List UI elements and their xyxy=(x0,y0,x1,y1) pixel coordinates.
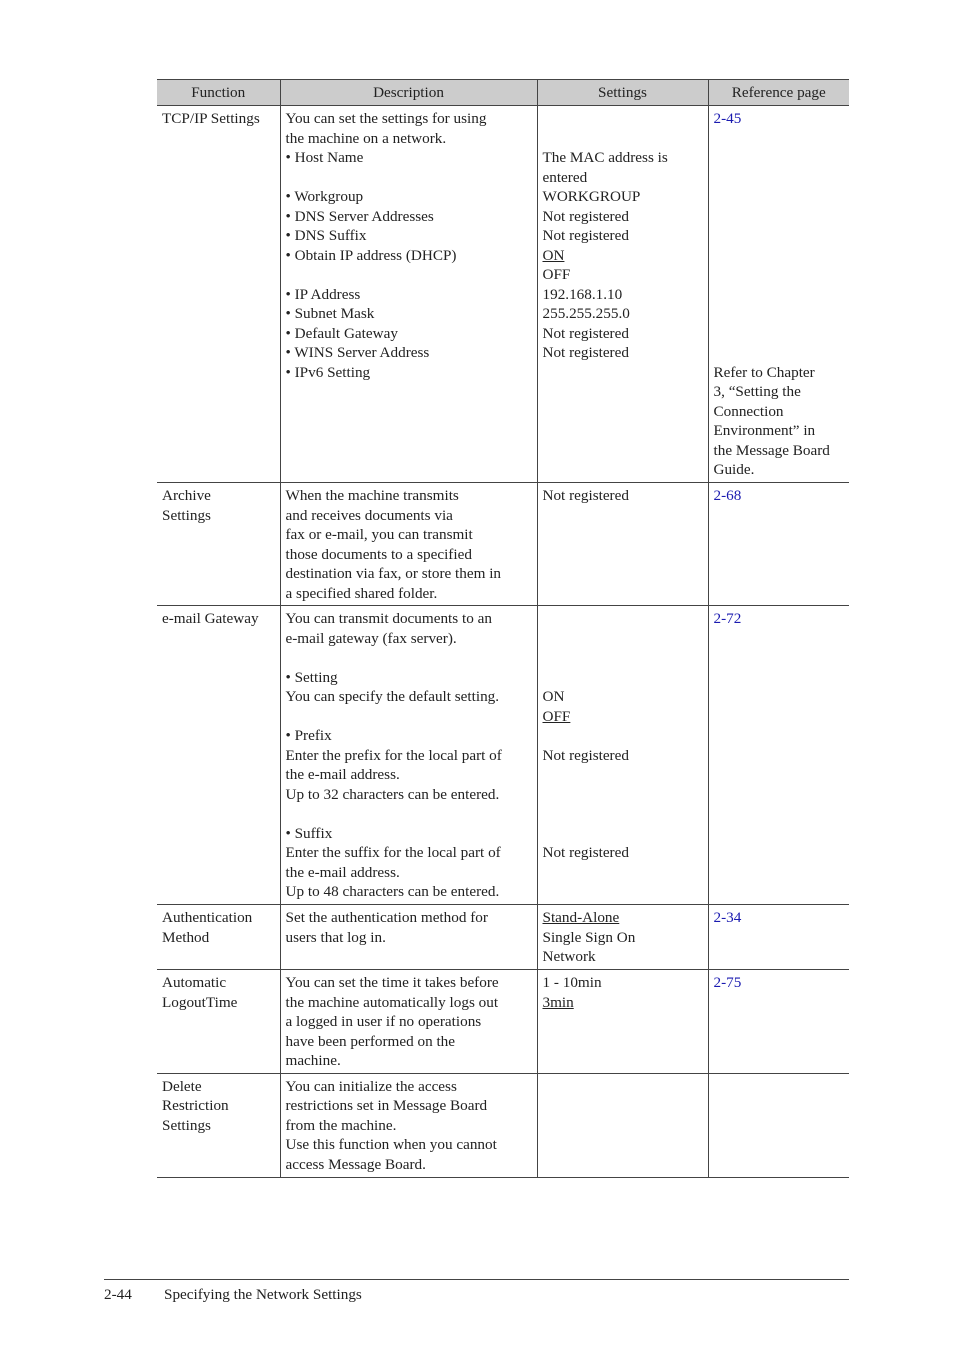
description-text-line: the e-mail address. xyxy=(285,766,400,783)
reference-text-line xyxy=(714,226,846,246)
function-text-line: Restriction xyxy=(162,1097,229,1114)
default-setting-value: 3min xyxy=(542,993,574,1011)
function-cell xyxy=(157,1073,280,1177)
reference-page-link[interactable]: 2-75 xyxy=(713,974,742,991)
function-cell xyxy=(157,106,280,483)
settings-text-line xyxy=(543,726,704,746)
description-text-line: • Subnet Mask xyxy=(285,305,375,322)
settings-cell xyxy=(537,106,708,483)
settings-cell xyxy=(537,970,708,1074)
description-text-line: from the machine. xyxy=(285,1116,397,1134)
default-setting-value: Stand-Alone xyxy=(542,909,620,926)
function-text-line: Method xyxy=(162,928,210,946)
settings-text-line xyxy=(543,785,704,805)
network-settings-table xyxy=(157,79,849,1178)
header-function: Function xyxy=(157,80,280,106)
reference-cell xyxy=(708,606,849,905)
reference-text-line xyxy=(714,304,846,324)
reference-text-line xyxy=(714,324,846,344)
description-cell xyxy=(280,606,537,905)
table-header-row xyxy=(157,80,849,106)
settings-text-line: Not registered xyxy=(542,487,629,504)
settings-text-line: Not registered xyxy=(542,344,629,361)
description-text-line: • WINS Server Address xyxy=(285,344,430,361)
description-text-line: have been performed on the xyxy=(285,1032,456,1050)
description-text-line: access Message Board. xyxy=(285,1155,426,1173)
description-text-line: • DNS Server Addresses xyxy=(285,207,434,225)
description-text-line xyxy=(286,168,533,188)
default-setting-value: OFF xyxy=(542,707,571,725)
reference-cell xyxy=(708,106,849,483)
settings-text-line: Not registered xyxy=(542,207,629,225)
description-text-line: You can specify the default setting. xyxy=(285,688,500,705)
settings-cell xyxy=(537,606,708,905)
settings-text-line: WORKGROUP xyxy=(542,188,641,205)
description-text-line: those documents to a specified xyxy=(285,545,472,563)
reference-text-line xyxy=(714,187,846,207)
description-text-line: Set the authentication method for xyxy=(285,909,488,926)
header-description: Description xyxy=(280,80,537,106)
description-text-line: • Workgroup xyxy=(285,188,364,205)
description-text-line: the machine automatically logs out xyxy=(285,993,499,1011)
reference-text-line xyxy=(714,246,846,266)
description-text-line: Use this function when you cannot xyxy=(285,1136,497,1153)
description-text-line: Enter the suffix for the local part of xyxy=(285,844,501,861)
description-text-line: e-mail gateway (fax server). xyxy=(285,629,457,647)
description-text-line: • Prefix xyxy=(285,727,332,744)
table-row xyxy=(157,1073,849,1177)
description-text-line: and receives documents via xyxy=(285,506,453,524)
settings-text-line: Not registered xyxy=(542,844,629,861)
function-cell xyxy=(157,483,280,606)
description-text-line: You can set the settings for using xyxy=(285,110,487,127)
settings-text-line xyxy=(543,629,704,649)
footer-divider xyxy=(104,1279,849,1280)
reference-text-line: Environment” in xyxy=(713,422,816,439)
header-reference-page: Reference page xyxy=(708,80,849,106)
reference-text-line xyxy=(714,265,846,285)
description-text-line: a specified shared folder. xyxy=(285,584,438,602)
table-body xyxy=(157,106,849,1178)
description-text-line: You can set the time it takes before xyxy=(285,974,499,991)
settings-text-line: Not registered xyxy=(542,227,629,244)
default-setting-value: ON xyxy=(542,246,565,264)
reference-page-link[interactable]: 2-68 xyxy=(713,487,742,504)
description-text-line: Up to 32 characters can be entered. xyxy=(285,785,500,803)
table-row xyxy=(157,106,849,483)
settings-text-line: OFF xyxy=(542,266,571,283)
settings-text-line xyxy=(543,609,704,629)
settings-cell xyxy=(537,1073,708,1177)
footer-section-title: Specifying the Network Settings xyxy=(164,1286,362,1303)
description-text-line: • IPv6 Setting xyxy=(285,363,371,381)
function-text-line: Settings xyxy=(162,506,211,524)
description-text-line: • Suffix xyxy=(285,824,333,842)
reference-cell xyxy=(708,483,849,606)
reference-text-line xyxy=(714,285,846,305)
reference-cell xyxy=(708,970,849,1074)
table-row xyxy=(157,970,849,1074)
description-text-line xyxy=(286,265,533,285)
reference-cell xyxy=(708,1073,849,1177)
description-text-line: Up to 48 characters can be entered. xyxy=(285,883,500,900)
description-text-line: the e-mail address. xyxy=(285,863,400,881)
description-text-line: Enter the prefix for the local part of xyxy=(285,746,502,764)
description-text-line xyxy=(286,707,533,727)
description-text-line: destination via fax, or store them in xyxy=(285,565,502,582)
description-text-line: • Default Gateway xyxy=(285,324,398,342)
settings-text-line xyxy=(543,668,704,688)
header-settings: Settings xyxy=(537,80,708,106)
description-text-line: You can transmit documents to an xyxy=(285,610,492,627)
reference-text-line: Guide. xyxy=(713,461,755,478)
reference-page-link[interactable]: 2-72 xyxy=(713,610,742,627)
function-cell xyxy=(157,970,280,1074)
settings-text-line: 192.168.1.10 xyxy=(542,285,623,303)
function-text-line: e-mail Gateway xyxy=(162,610,259,627)
reference-text-line: the Message Board xyxy=(713,441,830,459)
function-text-line: Authentication xyxy=(162,909,253,926)
reference-text-line: Refer to Chapter xyxy=(713,363,815,381)
function-cell xyxy=(157,905,280,970)
description-text-line: You can initialize the access xyxy=(285,1077,457,1095)
table-row xyxy=(157,483,849,606)
description-cell xyxy=(280,1073,537,1177)
description-cell xyxy=(280,483,537,606)
settings-text-line: ON xyxy=(542,688,565,705)
table-row xyxy=(157,606,849,905)
settings-text-line: Single Sign On xyxy=(542,928,636,946)
reference-page-link[interactable]: 2-34 xyxy=(713,909,742,926)
description-text-line: • DNS Suffix xyxy=(285,227,367,244)
settings-cell xyxy=(537,905,708,970)
reference-text-line xyxy=(714,207,846,227)
description-text-line: restrictions set in Message Board xyxy=(285,1097,488,1114)
settings-text-line: Not registered xyxy=(542,324,629,342)
description-text-line: • IP Address xyxy=(285,285,361,303)
settings-text-line xyxy=(543,129,704,149)
settings-text-line: The MAC address is xyxy=(542,149,668,166)
settings-text-line: Not registered xyxy=(542,746,629,764)
function-cell xyxy=(157,606,280,905)
settings-cell xyxy=(537,483,708,606)
function-text-line: Archive xyxy=(162,487,211,504)
settings-text-line: 255.255.255.0 xyxy=(542,305,630,322)
description-text-line: • Setting xyxy=(285,668,338,686)
function-text-line: Automatic xyxy=(162,974,227,991)
settings-text-line xyxy=(543,804,704,824)
description-cell xyxy=(280,106,537,483)
description-text-line: fax or e-mail, you can transmit xyxy=(285,526,473,543)
footer-page-number: 2-44 xyxy=(104,1286,132,1303)
settings-text-line: Network xyxy=(542,948,596,965)
reference-text-line xyxy=(714,343,846,363)
description-cell xyxy=(280,905,537,970)
description-text-line: • Obtain IP address (DHCP) xyxy=(285,246,457,264)
settings-text-line xyxy=(543,648,704,668)
reference-text-line xyxy=(714,168,846,188)
function-text-line: Delete xyxy=(162,1077,202,1095)
reference-text-line xyxy=(714,148,846,168)
reference-text-line: 3, “Setting the xyxy=(713,383,801,400)
settings-text-line xyxy=(543,765,704,785)
reference-text-line: Connection xyxy=(713,402,784,420)
function-text-line: TCP/IP Settings xyxy=(162,110,260,127)
function-text-line: Settings xyxy=(162,1116,211,1134)
reference-page-link[interactable]: 2-45 xyxy=(713,110,742,127)
description-text-line: When the machine transmits xyxy=(285,487,459,504)
description-cell xyxy=(280,970,537,1074)
description-text-line xyxy=(286,804,533,824)
settings-text-line xyxy=(543,109,704,129)
settings-text-line: entered xyxy=(542,168,588,186)
description-text-line xyxy=(286,648,533,668)
reference-text-line xyxy=(714,129,846,149)
function-text-line: LogoutTime xyxy=(162,993,238,1011)
description-text-line: a logged in user if no operations xyxy=(285,1013,482,1030)
description-text-line: machine. xyxy=(285,1052,341,1069)
description-text-line: • Host Name xyxy=(285,149,364,166)
description-text-line: users that log in. xyxy=(285,928,386,946)
table-row xyxy=(157,905,849,970)
description-text-line: the machine on a network. xyxy=(285,129,447,147)
reference-cell xyxy=(708,905,849,970)
settings-text-line: 1 - 10min xyxy=(542,974,602,991)
settings-text-line xyxy=(543,824,704,844)
